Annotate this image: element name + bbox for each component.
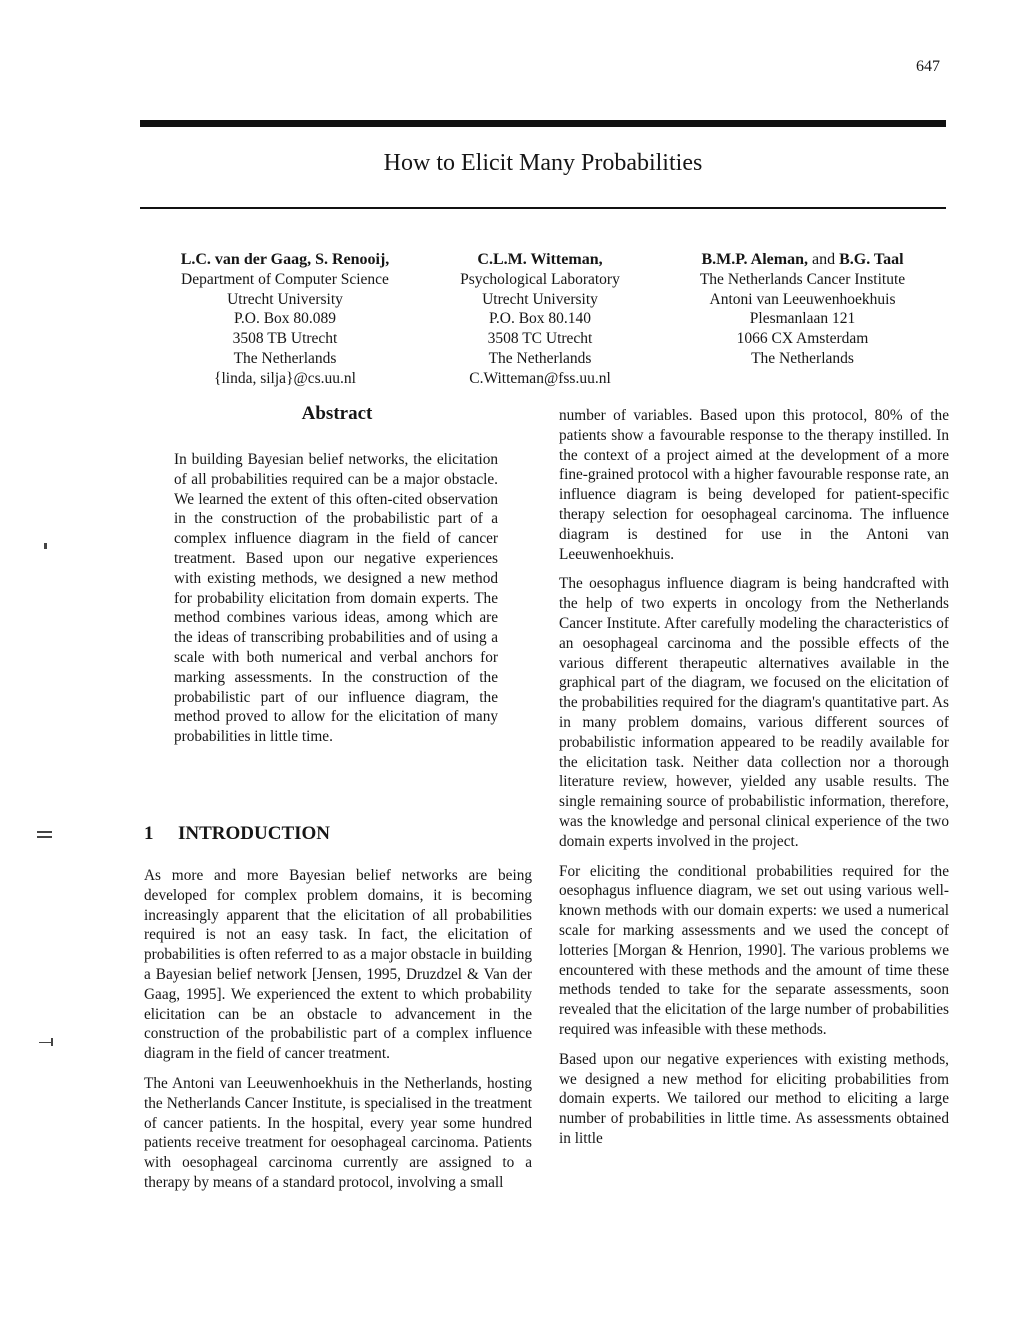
scan-artifact-mark	[39, 1042, 51, 1043]
affiliation-line: 1066 CX Amsterdam	[736, 330, 869, 348]
author-names: L.C. van der Gaag, S. Renooij,	[180, 251, 390, 268]
paragraph: The oesophagus influence diagram is being handcrafted with the help of two experts in oncology from the Netherlands Cancer Institute. After carefully modeling the characteristics of an oesophageal carcinoma and the possible effects of the various different therapeutic alternatives available in the graphical part of the diagram, we focused on the elicitation of the probabilities required for the diagram's quantitative part. As in many problem domains, various different sources of probabilistic information appeared to be readily available for the elicitation task. Neither data collection nor a thorough literature review, however, yielded any usable results. The single remaining source of probabilistic information, therefore, was the knowledge and personal clinical experience of the two domain experts involved in the project.	[559, 575, 949, 850]
affiliation-line: Psychological Laboratory	[460, 270, 620, 288]
affiliation-line: The Netherlands	[488, 349, 592, 367]
affiliation-line: The Netherlands Cancer Institute	[699, 270, 906, 288]
top-rule	[140, 120, 946, 127]
author-email: {linda, silja}@cs.uu.nl	[214, 369, 356, 387]
paragraph: Based upon our negative experiences with existing methods, we designed a new method for eliciting probabilities from domain experts. We tailored our method to eliciting a large number of probabilities in little time. As assessments obtained in little	[559, 1050, 949, 1147]
author-block-3	[655, 250, 950, 369]
paper-title: How to Elicit Many Probabilities	[383, 150, 703, 176]
affiliation-line: 3508 TC Utrecht	[487, 330, 593, 348]
affiliation-line: Utrecht University	[482, 290, 598, 308]
affiliation-line: The Netherlands	[751, 349, 854, 367]
abstract-paragraph: In building Bayesian belief networks, the elicitation of all probabilities required can be a major obstacle. We learned the extent of this often-cited observation in the construction of the probabilistic part of a complex influence diagram in the field of cancer treatment. Based upon our negative experiences with existing methods, we designed a new method for probability elicitation from domain experts. The method combines various ideas, among which are the ideas of transcribing probabilities and of using a scale with both numerical and verbal anchors for marking assessments. In the construction of the probabilistic part of our influence diagram, the method proved to allow for the elicitation of many probabilities in little time.	[174, 451, 498, 746]
author-name: B.M.P. Aleman,	[701, 251, 808, 268]
paragraph: The Antoni van Leeuwenhoekhuis in the Netherlands, hosting the Netherlands Cancer Institute, is specialised in the treatment of cancer patients. In the hospital, every year some hundred patients receive treatment for oesophageal carcinoma. Patients with oesophageal carcinoma currently are assigned to a therapy by means of a standard protocol, involving a small	[144, 1074, 532, 1191]
abstract-heading: Abstract	[301, 403, 373, 424]
author-name: B.G. Taal	[839, 251, 904, 268]
scan-artifact-mark	[37, 836, 52, 838]
affiliation-line: Antoni van Leeuwenhoekhuis	[709, 290, 896, 308]
right-column	[559, 406, 949, 1159]
paragraph: As more and more Bayesian belief networks are being developed for complex problem domains, it is becoming increasingly apparent that the elicitation of all probabilities required is not an easy task. In fact, the elicitation of probabilities is often referred to as a major obstacle in building a Bayesian belief network [Jensen, 1995, Druzdzel & Van der Gaag, 1995]. We experienced the extent to which probability elicitation can be an obstacle to advancement in the construction of the probabilistic part of a complex influence diagram in the field of cancer treatment.	[144, 867, 532, 1063]
author-names: C.L.M. Witteman,	[477, 251, 603, 268]
author-names	[655, 250, 950, 270]
affiliation-line: P.O. Box 80.140	[488, 310, 592, 328]
title-rule	[140, 207, 946, 209]
affiliation-line: Utrecht University	[227, 290, 343, 308]
author-block-1	[140, 250, 430, 389]
section-number: 1	[144, 823, 154, 844]
left-column	[144, 866, 532, 1203]
affiliation-line: 3508 TB Utrecht	[232, 330, 338, 348]
section-title: INTRODUCTION	[178, 823, 331, 844]
scan-artifact-mark	[51, 1038, 53, 1046]
affiliation-line: Department of Computer Science	[181, 270, 389, 288]
paragraph: number of variables. Based upon this protocol, 80% of the patients show a favourable response to the therapy instilled. In the context of a project aimed at the development of a more fine-grained protocol with a higher favourable response rate, an influence diagram is being developed for patient-specific therapy selection for oesophageal carcinoma. The influence diagram is destined for use in the Antoni van Leeuwenhoekhuis.	[559, 407, 949, 563]
affiliation-line: P.O. Box 80.089	[233, 310, 337, 328]
scan-artifact-mark	[44, 543, 47, 549]
author-conjunction: and	[807, 251, 840, 268]
page-number: 647	[916, 58, 940, 75]
author-block-2	[430, 250, 650, 389]
abstract-text	[174, 450, 498, 757]
affiliation-line: The Netherlands	[233, 349, 337, 367]
paragraph: For eliciting the conditional probabilities required for the oesophagus influence diagram, we set out using various well-known methods with our domain experts: we used a numerical scale for marking assessments and we used the concept of lotteries [Morgan & Henrion, 1990]. The various problems we encountered with these methods and the amount of time these methods tended to take for the separate assessments, soon revealed that the elicitation of the large number of probabilities required was infeasible with these methods.	[559, 862, 949, 1038]
author-email: C.Witteman@fss.uu.nl	[469, 369, 611, 387]
section-heading	[144, 823, 330, 845]
affiliation-line: Plesmanlaan 121	[749, 310, 856, 328]
scan-artifact-mark	[37, 831, 52, 833]
